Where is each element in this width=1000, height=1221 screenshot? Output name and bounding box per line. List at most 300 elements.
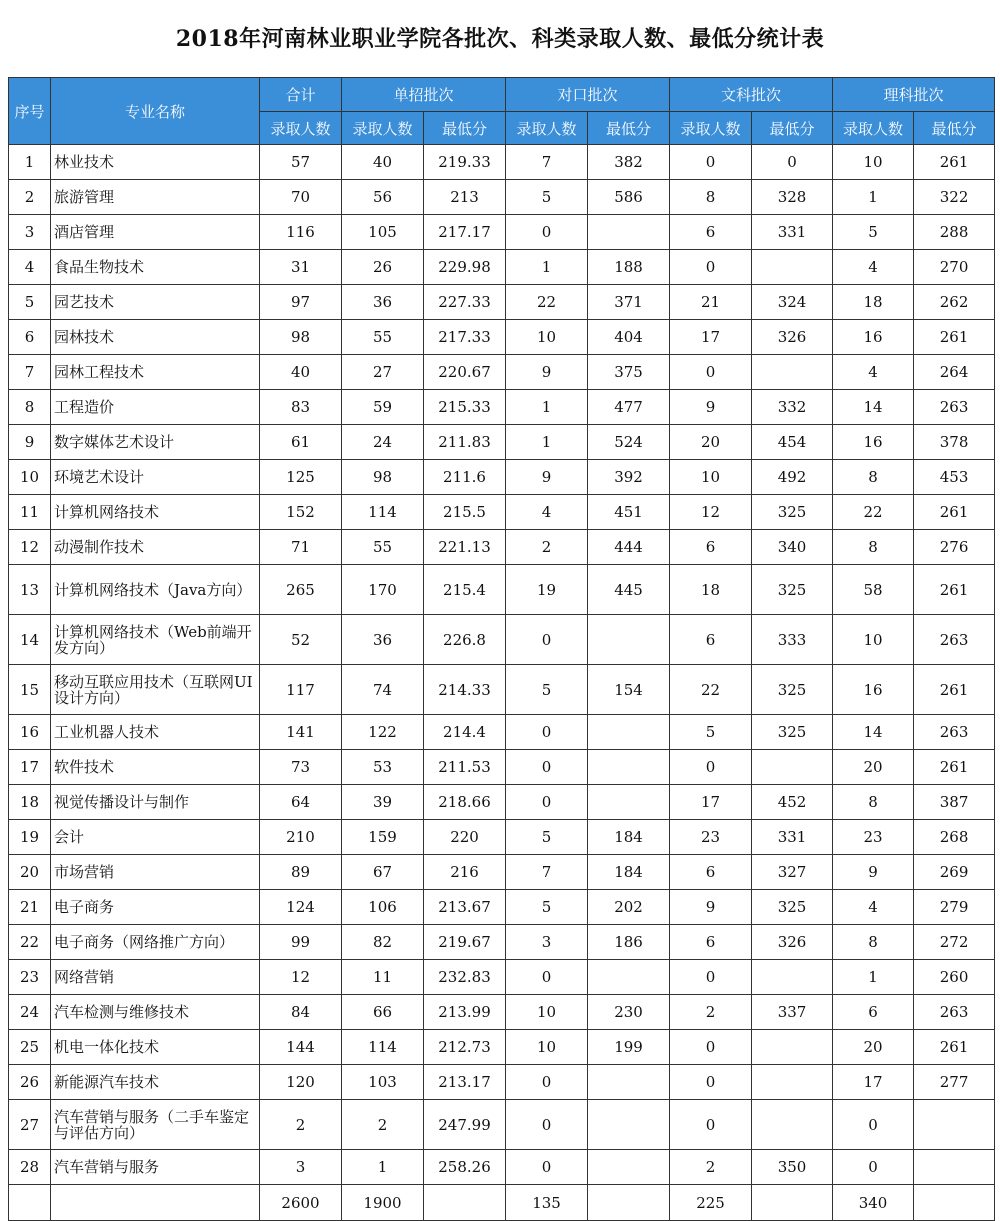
cell-dz-count: 114 [342, 495, 424, 530]
cell-total-count: 98 [260, 320, 342, 355]
header-sub: 最低分 [424, 112, 506, 145]
cell-lk-min-score: 261 [914, 1030, 995, 1065]
cell-seq: 24 [9, 995, 51, 1030]
cell-lk-min-score [914, 1150, 995, 1185]
cell-major-name: 软件技术 [51, 750, 260, 785]
cell-lk-count: 14 [833, 390, 914, 425]
cell-dz-count: 114 [342, 1030, 424, 1065]
cell-dk-min-score: 202 [588, 890, 670, 925]
cell-lk-min-score: 263 [914, 715, 995, 750]
admission-table [8, 77, 995, 1221]
cell-major-name: 汽车营销与服务 [51, 1150, 260, 1185]
cell-lk-min-score: 260 [914, 960, 995, 995]
table-row [9, 890, 995, 925]
cell-dz-min-score: 211.53 [424, 750, 506, 785]
cell-major-name: 视觉传播设计与制作 [51, 785, 260, 820]
cell-major-name: 工程造价 [51, 390, 260, 425]
cell-lk-min-score: 279 [914, 890, 995, 925]
cell-seq: 22 [9, 925, 51, 960]
cell-seq: 4 [9, 250, 51, 285]
table-row [9, 750, 995, 785]
cell-lk-count: 4 [833, 250, 914, 285]
cell-wk-count: 0 [670, 355, 752, 390]
cell-wk-min-score: 350 [752, 1150, 833, 1185]
cell-wk-min-score [752, 355, 833, 390]
cell-lk-min-score: 263 [914, 615, 995, 665]
cell-wk-count: 0 [670, 145, 752, 180]
cell-dz-count: 67 [342, 855, 424, 890]
cell-wk-min-score: 324 [752, 285, 833, 320]
cell-dz-min-score: 218.66 [424, 785, 506, 820]
cell-dz-min-score: 219.33 [424, 145, 506, 180]
cell-dk-min-score [588, 1150, 670, 1185]
table-row [9, 390, 995, 425]
cell-wk-min-score: 333 [752, 615, 833, 665]
cell-lk-min-score: 261 [914, 495, 995, 530]
total-dk-n: 135 [506, 1185, 588, 1221]
table-row [9, 1030, 995, 1065]
cell-dk-count: 5 [506, 665, 588, 715]
cell-dk-count: 0 [506, 215, 588, 250]
cell-dk-min-score: 230 [588, 995, 670, 1030]
cell-dz-count: 55 [342, 530, 424, 565]
cell-dz-min-score: 247.99 [424, 1100, 506, 1150]
cell-seq: 3 [9, 215, 51, 250]
cell-dz-count: 66 [342, 995, 424, 1030]
cell-total-count: 71 [260, 530, 342, 565]
cell-lk-count: 18 [833, 285, 914, 320]
total-dz-n: 1900 [342, 1185, 424, 1221]
header-group-dz: 单招批次 [342, 78, 506, 112]
cell-total-count: 124 [260, 890, 342, 925]
cell-total-count: 89 [260, 855, 342, 890]
cell-lk-min-score [914, 1100, 995, 1150]
cell-seq: 1 [9, 145, 51, 180]
cell-dk-count: 19 [506, 565, 588, 615]
header-group-total: 合计 [260, 78, 342, 112]
cell-major-name: 动漫制作技术 [51, 530, 260, 565]
cell-dz-min-score: 211.6 [424, 460, 506, 495]
cell-wk-count: 6 [670, 530, 752, 565]
header-major: 专业名称 [51, 78, 260, 145]
cell-seq: 13 [9, 565, 51, 615]
cell-dk-count: 3 [506, 925, 588, 960]
cell-dk-count: 5 [506, 180, 588, 215]
cell-dk-min-score: 382 [588, 145, 670, 180]
cell-seq: 7 [9, 355, 51, 390]
cell-major-name: 市场营销 [51, 855, 260, 890]
cell-lk-count: 1 [833, 180, 914, 215]
cell-lk-min-score: 378 [914, 425, 995, 460]
cell-dz-min-score: 213.99 [424, 995, 506, 1030]
cell-wk-count: 0 [670, 960, 752, 995]
cell-wk-min-score: 325 [752, 565, 833, 615]
cell-lk-min-score: 261 [914, 320, 995, 355]
cell-dz-min-score: 216 [424, 855, 506, 890]
cell-seq: 5 [9, 285, 51, 320]
cell-seq: 15 [9, 665, 51, 715]
cell-dk-count: 0 [506, 715, 588, 750]
table-row [9, 145, 995, 180]
cell-total-count: 99 [260, 925, 342, 960]
cell-wk-min-score: 326 [752, 320, 833, 355]
empty-cell [914, 1185, 995, 1221]
cell-total-count: 57 [260, 145, 342, 180]
cell-lk-min-score: 263 [914, 995, 995, 1030]
cell-total-count: 116 [260, 215, 342, 250]
cell-dk-count: 10 [506, 1030, 588, 1065]
cell-dk-count: 10 [506, 995, 588, 1030]
cell-wk-count: 17 [670, 320, 752, 355]
cell-dk-min-score [588, 750, 670, 785]
cell-dz-count: 159 [342, 820, 424, 855]
cell-lk-count: 8 [833, 925, 914, 960]
cell-dk-min-score: 154 [588, 665, 670, 715]
cell-dk-min-score: 451 [588, 495, 670, 530]
cell-dz-min-score: 212.73 [424, 1030, 506, 1065]
cell-dz-count: 74 [342, 665, 424, 715]
cell-seq: 14 [9, 615, 51, 665]
cell-dk-min-score [588, 1065, 670, 1100]
empty-cell [9, 1185, 51, 1221]
cell-dk-min-score: 184 [588, 855, 670, 890]
header-sub: 录取人数 [833, 112, 914, 145]
table-row [9, 425, 995, 460]
table-row [9, 355, 995, 390]
cell-wk-count: 21 [670, 285, 752, 320]
header-sub: 录取人数 [260, 112, 342, 145]
cell-dz-count: 106 [342, 890, 424, 925]
cell-major-name: 计算机网络技术（Web前端开发方向） [51, 615, 260, 665]
cell-lk-count: 0 [833, 1150, 914, 1185]
cell-wk-min-score [752, 750, 833, 785]
cell-lk-count: 58 [833, 565, 914, 615]
cell-wk-min-score: 328 [752, 180, 833, 215]
cell-dz-count: 27 [342, 355, 424, 390]
cell-lk-min-score: 322 [914, 180, 995, 215]
cell-seq: 6 [9, 320, 51, 355]
cell-major-name: 工业机器人技术 [51, 715, 260, 750]
table-body [9, 145, 995, 1221]
cell-total-count: 144 [260, 1030, 342, 1065]
cell-total-count: 3 [260, 1150, 342, 1185]
table-row [9, 995, 995, 1030]
cell-seq: 12 [9, 530, 51, 565]
cell-wk-count: 9 [670, 390, 752, 425]
cell-dz-min-score: 220 [424, 820, 506, 855]
cell-lk-min-score: 387 [914, 785, 995, 820]
table-row [9, 615, 995, 665]
table-row [9, 565, 995, 615]
cell-dk-count: 0 [506, 1150, 588, 1185]
cell-wk-min-score: 340 [752, 530, 833, 565]
cell-dk-count: 1 [506, 425, 588, 460]
cell-lk-min-score: 264 [914, 355, 995, 390]
cell-dk-count: 10 [506, 320, 588, 355]
cell-dk-min-score: 371 [588, 285, 670, 320]
cell-lk-min-score: 288 [914, 215, 995, 250]
cell-wk-min-score [752, 1100, 833, 1150]
table-row [9, 1150, 995, 1185]
header-group-dk: 对口批次 [506, 78, 670, 112]
cell-dz-count: 11 [342, 960, 424, 995]
cell-dz-count: 53 [342, 750, 424, 785]
cell-dz-count: 1 [342, 1150, 424, 1185]
cell-major-name: 电子商务（网络推广方向） [51, 925, 260, 960]
table-header [9, 78, 995, 145]
cell-dz-count: 36 [342, 615, 424, 665]
cell-major-name: 计算机网络技术（Java方向） [51, 565, 260, 615]
cell-lk-min-score: 269 [914, 855, 995, 890]
cell-lk-count: 1 [833, 960, 914, 995]
cell-wk-count: 0 [670, 750, 752, 785]
cell-major-name: 环境艺术设计 [51, 460, 260, 495]
table-row [9, 665, 995, 715]
cell-total-count: 120 [260, 1065, 342, 1100]
cell-major-name: 园艺技术 [51, 285, 260, 320]
cell-lk-count: 4 [833, 355, 914, 390]
cell-wk-count: 12 [670, 495, 752, 530]
cell-dz-min-score: 215.4 [424, 565, 506, 615]
cell-dz-min-score: 229.98 [424, 250, 506, 285]
cell-total-count: 141 [260, 715, 342, 750]
page-title: 2018年河南林业职业学院各批次、科类录取人数、最低分统计表 [175, 26, 825, 52]
cell-wk-min-score: 325 [752, 890, 833, 925]
cell-dk-min-score: 404 [588, 320, 670, 355]
cell-dz-min-score: 215.5 [424, 495, 506, 530]
cell-wk-min-score [752, 1030, 833, 1065]
cell-seq: 19 [9, 820, 51, 855]
header-sub: 录取人数 [670, 112, 752, 145]
cell-total-count: 152 [260, 495, 342, 530]
cell-wk-min-score: 325 [752, 495, 833, 530]
table-row [9, 960, 995, 995]
cell-dz-count: 39 [342, 785, 424, 820]
cell-dz-min-score: 217.17 [424, 215, 506, 250]
cell-lk-count: 8 [833, 530, 914, 565]
cell-wk-count: 23 [670, 820, 752, 855]
cell-dz-count: 105 [342, 215, 424, 250]
cell-major-name: 汽车检测与维修技术 [51, 995, 260, 1030]
empty-cell [424, 1185, 506, 1221]
cell-dz-min-score: 217.33 [424, 320, 506, 355]
cell-seq: 23 [9, 960, 51, 995]
cell-total-count: 12 [260, 960, 342, 995]
cell-seq: 18 [9, 785, 51, 820]
table-row [9, 495, 995, 530]
cell-dz-count: 56 [342, 180, 424, 215]
cell-dz-min-score: 213 [424, 180, 506, 215]
cell-dk-min-score: 477 [588, 390, 670, 425]
cell-seq: 26 [9, 1065, 51, 1100]
cell-lk-count: 10 [833, 615, 914, 665]
cell-dk-min-score: 184 [588, 820, 670, 855]
cell-wk-count: 2 [670, 995, 752, 1030]
cell-wk-count: 22 [670, 665, 752, 715]
cell-lk-min-score: 261 [914, 665, 995, 715]
cell-lk-count: 9 [833, 855, 914, 890]
cell-dk-count: 5 [506, 890, 588, 925]
cell-lk-count: 0 [833, 1100, 914, 1150]
cell-major-name: 移动互联应用技术（互联网UI设计方向） [51, 665, 260, 715]
table-row [9, 820, 995, 855]
cell-dz-count: 59 [342, 390, 424, 425]
cell-total-count: 125 [260, 460, 342, 495]
empty-cell [588, 1185, 670, 1221]
cell-major-name: 计算机网络技术 [51, 495, 260, 530]
cell-major-name: 机电一体化技术 [51, 1030, 260, 1065]
cell-dk-min-score [588, 785, 670, 820]
table-row [9, 320, 995, 355]
cell-lk-min-score: 276 [914, 530, 995, 565]
header-sub: 最低分 [588, 112, 670, 145]
cell-wk-min-score: 332 [752, 390, 833, 425]
cell-total-count: 73 [260, 750, 342, 785]
cell-wk-min-score: 454 [752, 425, 833, 460]
table-row [9, 785, 995, 820]
cell-seq: 21 [9, 890, 51, 925]
table-row [9, 925, 995, 960]
cell-seq: 8 [9, 390, 51, 425]
cell-seq: 10 [9, 460, 51, 495]
cell-major-name: 网络营销 [51, 960, 260, 995]
cell-seq: 9 [9, 425, 51, 460]
cell-dz-count: 98 [342, 460, 424, 495]
cell-dk-count: 9 [506, 355, 588, 390]
cell-dk-count: 0 [506, 785, 588, 820]
header-sub: 最低分 [752, 112, 833, 145]
cell-wk-count: 0 [670, 1065, 752, 1100]
cell-dz-min-score: 232.83 [424, 960, 506, 995]
cell-dk-min-score: 392 [588, 460, 670, 495]
cell-lk-count: 23 [833, 820, 914, 855]
cell-total-count: 83 [260, 390, 342, 425]
cell-lk-min-score: 272 [914, 925, 995, 960]
cell-dk-count: 1 [506, 250, 588, 285]
cell-dk-min-score [588, 960, 670, 995]
cell-seq: 17 [9, 750, 51, 785]
cell-lk-count: 6 [833, 995, 914, 1030]
cell-dk-count: 1 [506, 390, 588, 425]
cell-lk-count: 4 [833, 890, 914, 925]
cell-dz-count: 122 [342, 715, 424, 750]
cell-major-name: 电子商务 [51, 890, 260, 925]
cell-lk-min-score: 268 [914, 820, 995, 855]
cell-wk-count: 6 [670, 215, 752, 250]
total-total: 2600 [260, 1185, 342, 1221]
empty-cell [51, 1185, 260, 1221]
table-row [9, 215, 995, 250]
cell-lk-min-score: 261 [914, 565, 995, 615]
cell-seq: 28 [9, 1150, 51, 1185]
cell-major-name: 园林技术 [51, 320, 260, 355]
cell-dk-count: 7 [506, 145, 588, 180]
cell-dk-min-score: 375 [588, 355, 670, 390]
table-row [9, 855, 995, 890]
cell-seq: 27 [9, 1100, 51, 1150]
cell-lk-count: 8 [833, 460, 914, 495]
cell-total-count: 265 [260, 565, 342, 615]
cell-major-name: 林业技术 [51, 145, 260, 180]
cell-dz-count: 55 [342, 320, 424, 355]
cell-dk-min-score [588, 215, 670, 250]
cell-seq: 11 [9, 495, 51, 530]
table-row [9, 180, 995, 215]
table-row [9, 715, 995, 750]
cell-lk-min-score: 261 [914, 750, 995, 785]
cell-wk-min-score [752, 250, 833, 285]
cell-dz-count: 170 [342, 565, 424, 615]
cell-wk-min-score: 492 [752, 460, 833, 495]
cell-wk-count: 17 [670, 785, 752, 820]
cell-dk-count: 7 [506, 855, 588, 890]
cell-dk-count: 0 [506, 750, 588, 785]
table-row [9, 1100, 995, 1150]
cell-wk-count: 0 [670, 1030, 752, 1065]
cell-major-name: 食品生物技术 [51, 250, 260, 285]
cell-major-name: 汽车营销与服务（二手车鉴定与评估方向） [51, 1100, 260, 1150]
cell-wk-count: 9 [670, 890, 752, 925]
cell-major-name: 会计 [51, 820, 260, 855]
cell-wk-count: 6 [670, 855, 752, 890]
cell-dz-min-score: 211.83 [424, 425, 506, 460]
cell-lk-count: 5 [833, 215, 914, 250]
cell-dz-count: 103 [342, 1065, 424, 1100]
cell-wk-min-score: 0 [752, 145, 833, 180]
header-group-wk: 文科批次 [670, 78, 833, 112]
cell-dk-min-score: 199 [588, 1030, 670, 1065]
cell-total-count: 61 [260, 425, 342, 460]
cell-dz-min-score: 258.26 [424, 1150, 506, 1185]
cell-dk-min-score [588, 1100, 670, 1150]
totals-row [9, 1185, 995, 1221]
cell-wk-min-score: 325 [752, 715, 833, 750]
cell-wk-min-score [752, 960, 833, 995]
cell-seq: 20 [9, 855, 51, 890]
header-sub: 最低分 [914, 112, 995, 145]
cell-wk-min-score: 337 [752, 995, 833, 1030]
cell-major-name: 酒店管理 [51, 215, 260, 250]
cell-major-name: 旅游管理 [51, 180, 260, 215]
cell-lk-count: 14 [833, 715, 914, 750]
cell-wk-min-score: 452 [752, 785, 833, 820]
cell-lk-count: 20 [833, 750, 914, 785]
cell-dk-count: 0 [506, 1100, 588, 1150]
table-row [9, 460, 995, 495]
cell-dk-count: 4 [506, 495, 588, 530]
cell-dk-min-score: 444 [588, 530, 670, 565]
table-row [9, 530, 995, 565]
cell-lk-count: 10 [833, 145, 914, 180]
cell-dk-min-score: 186 [588, 925, 670, 960]
cell-dz-count: 82 [342, 925, 424, 960]
cell-lk-min-score: 277 [914, 1065, 995, 1100]
cell-dz-min-score: 221.13 [424, 530, 506, 565]
cell-total-count: 2 [260, 1100, 342, 1150]
table-row [9, 285, 995, 320]
cell-dk-count: 5 [506, 820, 588, 855]
cell-dz-min-score: 227.33 [424, 285, 506, 320]
cell-lk-min-score: 263 [914, 390, 995, 425]
table-row [9, 1065, 995, 1100]
cell-total-count: 31 [260, 250, 342, 285]
cell-dk-count: 2 [506, 530, 588, 565]
cell-wk-count: 20 [670, 425, 752, 460]
cell-dz-count: 36 [342, 285, 424, 320]
empty-cell [752, 1185, 833, 1221]
total-lk-n: 340 [833, 1185, 914, 1221]
cell-dz-min-score: 215.33 [424, 390, 506, 425]
